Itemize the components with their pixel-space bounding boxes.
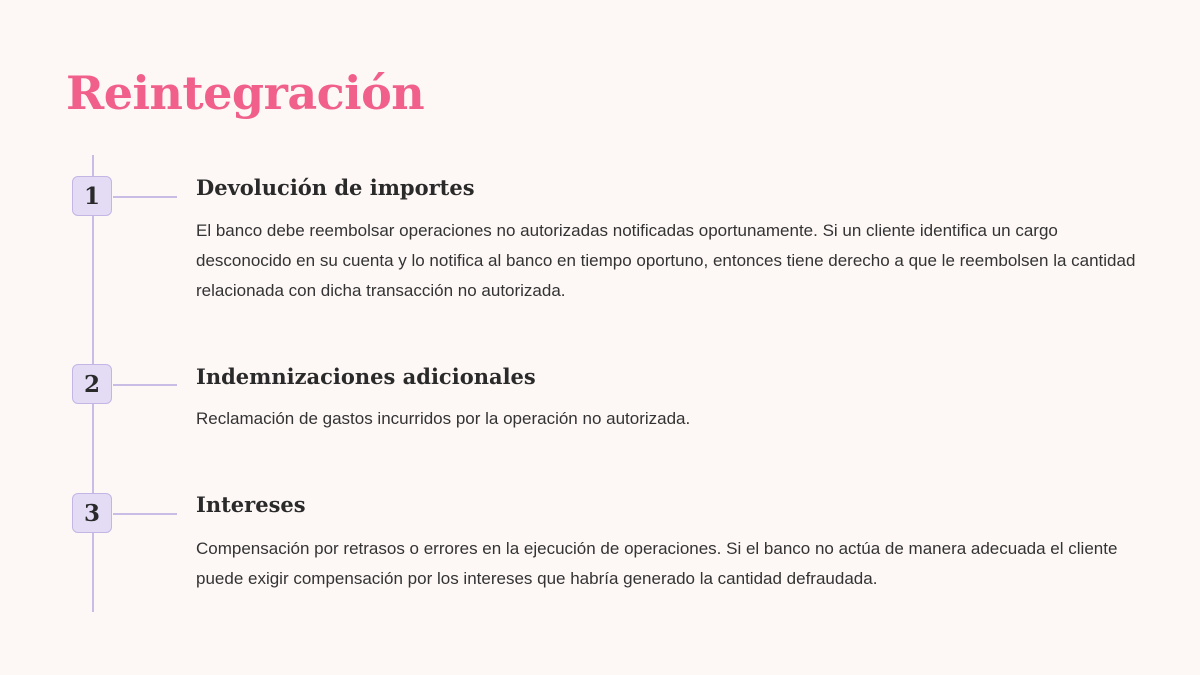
step-number-badge: 3: [72, 493, 112, 533]
step-description: Reclamación de gastos incurridos por la operación no autorizada.: [196, 409, 691, 428]
step-title: Intereses: [196, 492, 306, 517]
step-number-badge: 1: [72, 176, 112, 216]
step-number-badge: 2: [72, 364, 112, 404]
step-title: Indemnizaciones adicionales: [196, 364, 536, 389]
step-connector: [113, 384, 177, 386]
step-connector: [113, 513, 177, 515]
step-description: Compensación por retrasos o errores en la ejecución de operaciones. Si el banco no actúa de manera adecuada el cliente puede exigir compensación por los intereses que habría generado la cantidad defraudada.: [196, 539, 1118, 588]
step-title: Devolución de importes: [196, 175, 475, 200]
step-description: El banco debe reembolsar operaciones no autorizadas notificadas oportunamente. Si un cliente identifica un cargo desconocido en su cuenta y lo notifica al banco en tiempo oportuno, entonces tiene derecho a que le reembolsen la cantidad relacionada con dicha transacción no autorizada.: [196, 221, 1136, 300]
step-connector: [113, 196, 177, 198]
page-title: Reintegración: [66, 66, 425, 120]
